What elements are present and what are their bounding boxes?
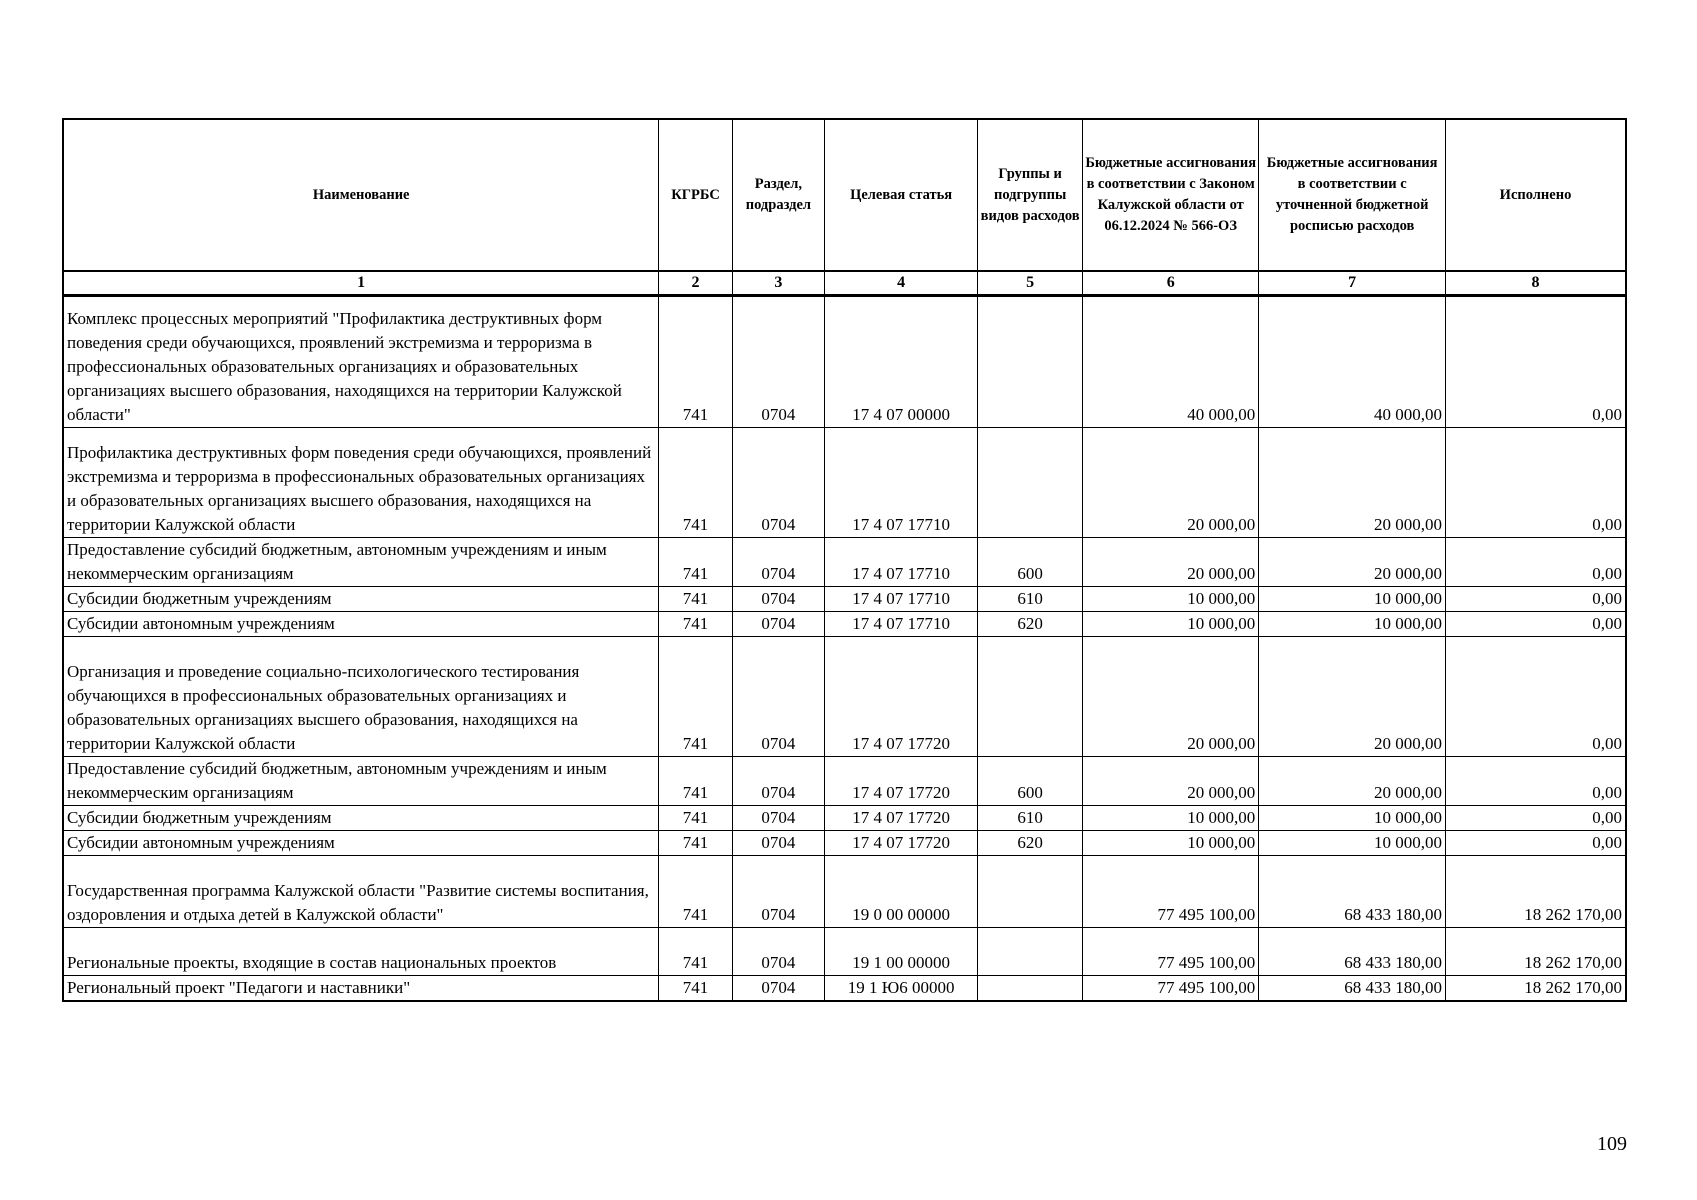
cell-section: 0704 (732, 831, 824, 856)
cell-section: 0704 (732, 806, 824, 831)
header-law-allocations: Бюджетные ассигнования в соответствии с Законом Калужской области от 06.12.2024 № 566-ОЗ (1083, 119, 1259, 271)
table-row (63, 806, 1626, 831)
cell-law-amount: 77 495 100,00 (1083, 856, 1259, 928)
cell-section: 0704 (732, 928, 824, 976)
column-number: 5 (978, 271, 1083, 296)
cell-expense-group (978, 428, 1083, 538)
header-name: Наименование (63, 119, 659, 271)
cell-law-amount: 20 000,00 (1083, 757, 1259, 806)
cell-law-amount: 10 000,00 (1083, 612, 1259, 637)
cell-executed-amount: 0,00 (1446, 612, 1626, 637)
column-number: 6 (1083, 271, 1259, 296)
cell-name: Предоставление субсидий бюджетным, автономным учреждениям и иным некоммерческим организациям (63, 757, 659, 806)
header-row (63, 119, 1626, 271)
cell-adjusted-amount: 68 433 180,00 (1259, 976, 1446, 1002)
cell-target-article: 17 4 07 17720 (825, 757, 978, 806)
cell-executed-amount: 18 262 170,00 (1446, 928, 1626, 976)
cell-kgrbs: 741 (659, 587, 732, 612)
cell-executed-amount: 0,00 (1446, 637, 1626, 757)
cell-name: Субсидии автономным учреждениям (63, 831, 659, 856)
header-expense-groups: Группы и подгруппы видов расходов (978, 119, 1083, 271)
cell-section: 0704 (732, 976, 824, 1002)
cell-section: 0704 (732, 296, 824, 428)
cell-executed-amount: 0,00 (1446, 831, 1626, 856)
column-number: 2 (659, 271, 732, 296)
cell-law-amount: 10 000,00 (1083, 831, 1259, 856)
cell-name: Региональный проект "Педагоги и наставники" (63, 976, 659, 1002)
cell-kgrbs: 741 (659, 757, 732, 806)
column-number: 1 (63, 271, 659, 296)
header-section: Раздел, подраздел (732, 119, 824, 271)
cell-name: Комплекс процессных мероприятий "Профилактика деструктивных форм поведения среди обучающихся, проявлений экстремизма и терроризма в профессиональных образовательных организациях и образовательных организациях высшего образования, находящихся на территории Калужской области" (63, 296, 659, 428)
cell-executed-amount: 0,00 (1446, 428, 1626, 538)
cell-adjusted-amount: 20 000,00 (1259, 428, 1446, 538)
cell-section: 0704 (732, 538, 824, 587)
table-row (63, 831, 1626, 856)
cell-target-article: 17 4 07 17710 (825, 428, 978, 538)
cell-expense-group: 610 (978, 806, 1083, 831)
cell-target-article: 17 4 07 17710 (825, 538, 978, 587)
cell-target-article: 19 1 00 00000 (825, 928, 978, 976)
cell-adjusted-amount: 40 000,00 (1259, 296, 1446, 428)
cell-section: 0704 (732, 637, 824, 757)
cell-law-amount: 77 495 100,00 (1083, 928, 1259, 976)
column-number: 3 (732, 271, 824, 296)
cell-name: Субсидии бюджетным учреждениям (63, 806, 659, 831)
cell-kgrbs: 741 (659, 806, 732, 831)
cell-kgrbs: 741 (659, 428, 732, 538)
cell-expense-group (978, 296, 1083, 428)
header-executed: Исполнено (1446, 119, 1626, 271)
cell-expense-group: 600 (978, 538, 1083, 587)
table-row (63, 296, 1626, 428)
cell-kgrbs: 741 (659, 831, 732, 856)
column-number-row (63, 271, 1626, 296)
cell-law-amount: 20 000,00 (1083, 637, 1259, 757)
cell-section: 0704 (732, 428, 824, 538)
cell-law-amount: 10 000,00 (1083, 587, 1259, 612)
cell-target-article: 17 4 07 17720 (825, 831, 978, 856)
cell-name: Предоставление субсидий бюджетным, автономным учреждениям и иным некоммерческим организациям (63, 538, 659, 587)
cell-expense-group: 600 (978, 757, 1083, 806)
cell-executed-amount: 18 262 170,00 (1446, 976, 1626, 1002)
cell-target-article: 17 4 07 17710 (825, 587, 978, 612)
cell-name: Профилактика деструктивных форм поведения среди обучающихся, проявлений экстремизма и терроризма в профессиональных образовательных организациях и образовательных организациях высшего образования, находящихся на территории Калужской области (63, 428, 659, 538)
cell-adjusted-amount: 20 000,00 (1259, 538, 1446, 587)
cell-target-article: 17 4 07 17720 (825, 806, 978, 831)
cell-target-article: 19 1 Ю6 00000 (825, 976, 978, 1002)
cell-kgrbs: 741 (659, 637, 732, 757)
cell-law-amount: 77 495 100,00 (1083, 976, 1259, 1002)
cell-expense-group (978, 637, 1083, 757)
cell-target-article: 17 4 07 17710 (825, 612, 978, 637)
table-row (63, 757, 1626, 806)
cell-law-amount: 10 000,00 (1083, 806, 1259, 831)
cell-kgrbs: 741 (659, 976, 732, 1002)
table-row (63, 856, 1626, 928)
cell-target-article: 19 0 00 00000 (825, 856, 978, 928)
table-body (63, 296, 1626, 1002)
column-number: 4 (825, 271, 978, 296)
table-row (63, 928, 1626, 976)
table-row (63, 587, 1626, 612)
cell-adjusted-amount: 20 000,00 (1259, 637, 1446, 757)
cell-section: 0704 (732, 612, 824, 637)
cell-target-article: 17 4 07 00000 (825, 296, 978, 428)
table-header (63, 119, 1626, 296)
cell-expense-group: 610 (978, 587, 1083, 612)
cell-kgrbs: 741 (659, 296, 732, 428)
cell-adjusted-amount: 68 433 180,00 (1259, 856, 1446, 928)
header-kgrbs: КГРБС (659, 119, 732, 271)
page-number: 109 (1597, 1133, 1627, 1155)
column-number: 8 (1446, 271, 1626, 296)
cell-executed-amount: 0,00 (1446, 538, 1626, 587)
table-row (63, 637, 1626, 757)
cell-expense-group (978, 976, 1083, 1002)
cell-adjusted-amount: 10 000,00 (1259, 587, 1446, 612)
cell-kgrbs: 741 (659, 612, 732, 637)
cell-section: 0704 (732, 856, 824, 928)
cell-executed-amount: 0,00 (1446, 296, 1626, 428)
cell-name: Организация и проведение социально-психологического тестирования обучающихся в профессиональных образовательных организациях и образовательных организациях высшего образования, находящихся на территории Калужской области (63, 637, 659, 757)
cell-executed-amount: 0,00 (1446, 587, 1626, 612)
cell-name: Субсидии автономным учреждениям (63, 612, 659, 637)
cell-adjusted-amount: 10 000,00 (1259, 612, 1446, 637)
cell-adjusted-amount: 10 000,00 (1259, 806, 1446, 831)
header-adjusted-allocations: Бюджетные ассигнования в соответствии с уточненной бюджетной росписью расходов (1259, 119, 1446, 271)
cell-kgrbs: 741 (659, 538, 732, 587)
cell-target-article: 17 4 07 17720 (825, 637, 978, 757)
cell-adjusted-amount: 20 000,00 (1259, 757, 1446, 806)
cell-executed-amount: 0,00 (1446, 806, 1626, 831)
budget-table (62, 118, 1627, 1002)
cell-expense-group: 620 (978, 831, 1083, 856)
table-row (63, 976, 1626, 1002)
column-number: 7 (1259, 271, 1446, 296)
cell-expense-group (978, 928, 1083, 976)
cell-executed-amount: 18 262 170,00 (1446, 856, 1626, 928)
cell-law-amount: 40 000,00 (1083, 296, 1259, 428)
cell-section: 0704 (732, 757, 824, 806)
cell-executed-amount: 0,00 (1446, 757, 1626, 806)
cell-name: Субсидии бюджетным учреждениям (63, 587, 659, 612)
cell-kgrbs: 741 (659, 856, 732, 928)
table-row (63, 612, 1626, 637)
cell-expense-group (978, 856, 1083, 928)
table-row (63, 428, 1626, 538)
cell-adjusted-amount: 10 000,00 (1259, 831, 1446, 856)
cell-law-amount: 20 000,00 (1083, 538, 1259, 587)
cell-adjusted-amount: 68 433 180,00 (1259, 928, 1446, 976)
header-target-article: Целевая статья (825, 119, 978, 271)
cell-section: 0704 (732, 587, 824, 612)
cell-expense-group: 620 (978, 612, 1083, 637)
cell-name: Региональные проекты, входящие в состав национальных проектов (63, 928, 659, 976)
cell-kgrbs: 741 (659, 928, 732, 976)
table-row (63, 538, 1626, 587)
cell-name: Государственная программа Калужской области "Развитие системы воспитания, оздоровления и отдыха детей в Калужской области" (63, 856, 659, 928)
cell-law-amount: 20 000,00 (1083, 428, 1259, 538)
